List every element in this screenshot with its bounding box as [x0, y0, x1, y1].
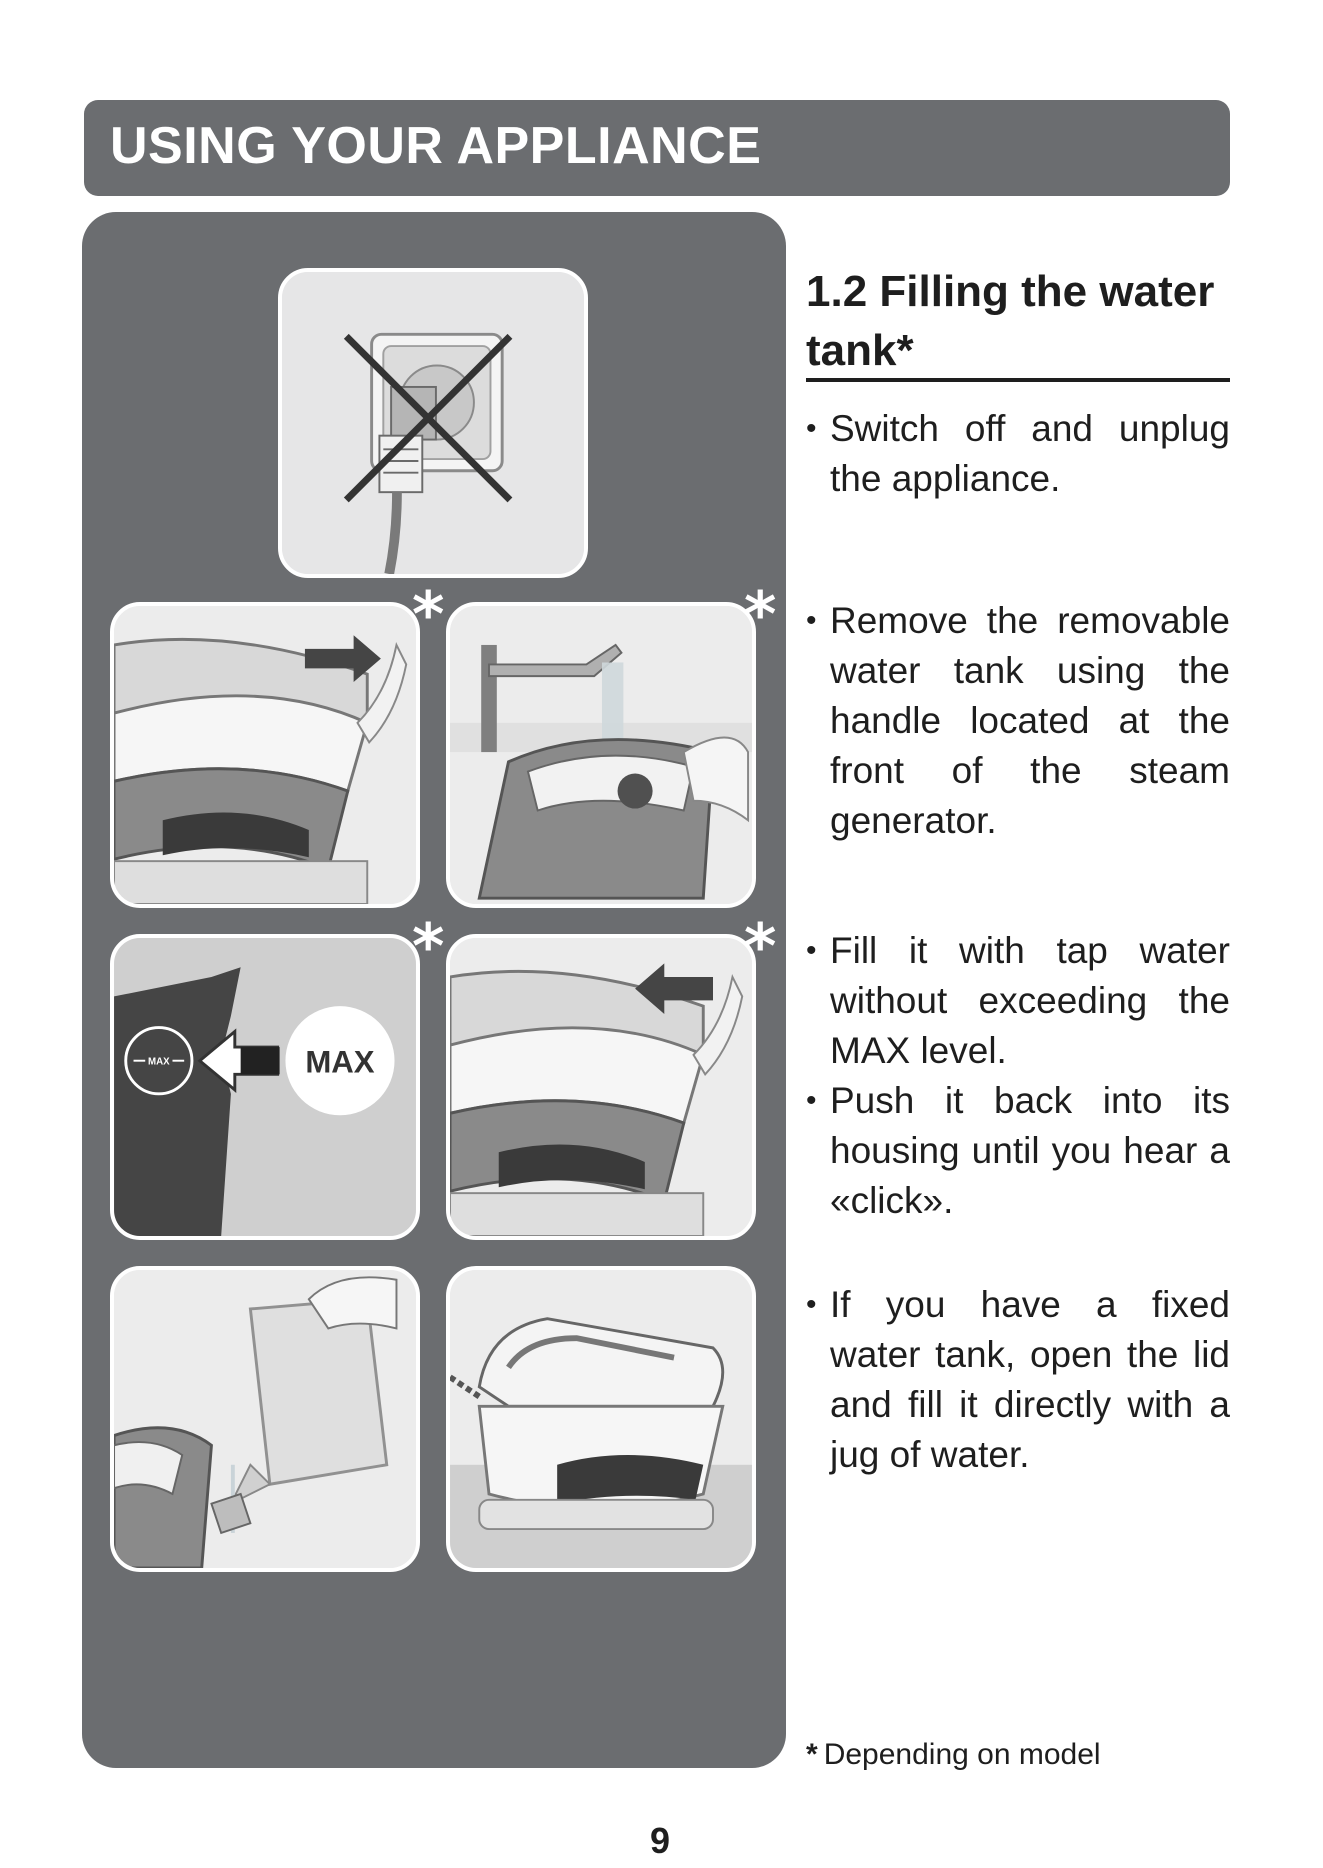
- bullet: •: [806, 604, 817, 637]
- instruction-text: Remove the removable water tank using the handle located at the front of the steam generator.: [830, 600, 1230, 841]
- section-header-bar: [84, 100, 1230, 196]
- instruction-text: If you have a fixed water tank, open the lid and fill it directly with a jug of water.: [830, 1284, 1230, 1475]
- model-dependent-star: *: [744, 910, 777, 983]
- max-mark-large: MAX: [305, 1044, 375, 1080]
- model-dependent-star: *: [412, 578, 445, 651]
- bullet: •: [806, 1288, 817, 1321]
- footnote-star: *: [806, 1738, 818, 1771]
- bullet: •: [806, 412, 817, 445]
- steam-generator-illustration: [446, 1266, 756, 1572]
- instruction-text: Fill it with tap water without exceeding the MAX level.: [830, 930, 1230, 1071]
- bullet: •: [806, 934, 817, 967]
- footnote: [806, 1738, 1101, 1772]
- fill-at-tap-illustration: [446, 602, 756, 908]
- jug-fill-illustration: [110, 1266, 420, 1572]
- instruction-item: [806, 926, 1230, 1076]
- instruction-item: [806, 404, 1230, 504]
- instruction-item: [806, 1076, 1230, 1226]
- max-level-illustration: [110, 934, 420, 1240]
- bullet: •: [806, 1084, 817, 1117]
- page-number: 9: [649, 1820, 671, 1861]
- model-dependent-star: *: [412, 910, 445, 983]
- page-title: USING YOUR APPLIANCE: [110, 117, 762, 175]
- section-title: 1.2 Filling the water tank*: [806, 267, 1215, 375]
- footnote-text: Depending on model: [823, 1738, 1101, 1771]
- instruction-item: [806, 1280, 1230, 1480]
- model-dependent-star: *: [744, 578, 777, 651]
- instruction-text: Push it back into its housing until you hear a «click».: [830, 1080, 1230, 1221]
- max-mark-small: MAX: [148, 1056, 170, 1068]
- instruction-text: Switch off and unplug the appliance.: [830, 408, 1230, 499]
- remove-tank-illustration: [110, 602, 420, 908]
- section-title-underline: [806, 378, 1230, 382]
- insert-tank-illustration: [446, 934, 756, 1240]
- instruction-item: [806, 596, 1230, 846]
- unplug-illustration: [278, 268, 588, 578]
